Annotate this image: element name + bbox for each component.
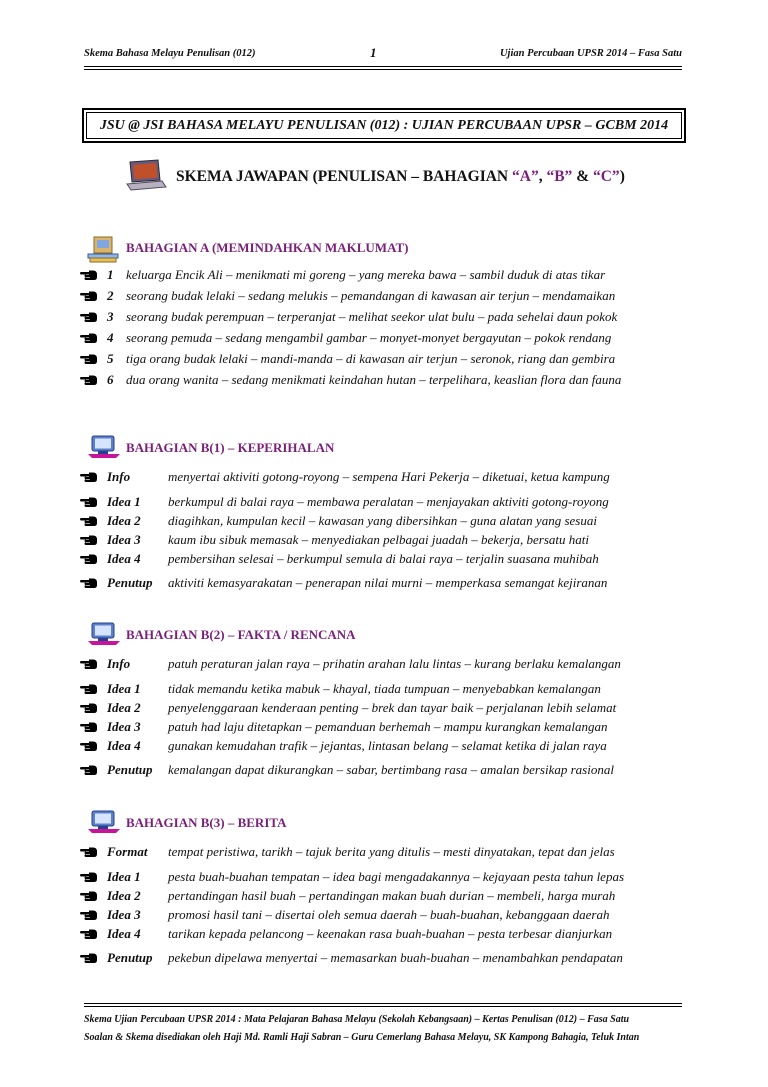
idea-row: Idea 1 berkumpul di balai raya – membawa peralatan – menjayakan aktiviti gotong-royong: [80, 494, 700, 513]
pointing-hand-icon: [80, 553, 99, 565]
pointing-hand-icon: [80, 332, 99, 344]
pointing-hand-icon: [80, 658, 99, 670]
pointing-hand-icon: [80, 721, 99, 733]
footer-line-1: Skema Ujian Percubaan UPSR 2014 : Mata Pelajaran Bahasa Melayu (Sekolah Kebangsaan) – Kertas Penulisan (012) – Fasa Satu: [84, 1014, 630, 1025]
footer-rule: [84, 1006, 682, 1007]
section-a-header: [80, 238, 700, 260]
title-box: [82, 108, 686, 143]
section-b2: [80, 625, 700, 781]
page-header: [84, 45, 682, 66]
pointing-hand-icon: [80, 515, 99, 527]
pointing-hand-icon: [80, 702, 99, 714]
footer-rule-thin: [84, 1003, 682, 1004]
page-number: 1: [370, 45, 377, 60]
document-title: JSU @ JSI BAHASA MELAYU PENULISAN (012) : UJIAN PERCUBAAN UPSR – GCBM 2014: [86, 112, 682, 139]
list-item: 1 keluarga Encik Ali – menikmati mi goreng – yang mereka bawa – sambil duduk di atas tikar: [80, 267, 700, 288]
pointing-hand-icon: [80, 534, 99, 546]
list-item: 4 seorang pemuda – sedang mengambil gambar – monyet-monyet bergayutan – pokok rendang: [80, 330, 700, 351]
idea-row: Idea 3 patuh had laju ditetapkan – pemanduan berhemah – mampu kurangkan kemalangan: [80, 719, 700, 738]
header-rule: [84, 66, 682, 67]
idea-row: Idea 2 pertandingan hasil buah – pertandingan makan buah durian – membeli, harga murah: [80, 888, 700, 907]
format-row: Format tempat peristiwa, tarikh – tajuk berita yang ditulis – mesti dinyatakan, tepat dan jelas: [80, 844, 700, 869]
header-right: Ujian Percubaan UPSR 2014 – Fasa Satu: [499, 48, 682, 59]
idea-row: Idea 2 penyelenggaraan kenderaan penting – brek dan tayar baik – perjalanan lebih selamat: [80, 700, 700, 719]
pointing-hand-icon: [80, 374, 99, 386]
pointing-hand-icon: [80, 890, 99, 902]
header-left: Skema Bahasa Melayu Penulisan (012): [84, 48, 256, 59]
computer-icon: [86, 621, 122, 647]
info-row: Info patuh peraturan jalan raya – prihatin arahan lalu lintas – kurang berlaku kemalangan: [80, 656, 700, 681]
idea-row: Idea 4 tarikan kepada pelancong – keenakan rasa buah-buahan – pesta terbesar dianjurkan: [80, 926, 700, 950]
computer-icon: [86, 434, 122, 460]
section-b1-title: BAHAGIAN B(1) – KEPERIHALAN: [126, 440, 335, 455]
section-b3-title: BAHAGIAN B(3) – BERITA: [126, 815, 287, 830]
pointing-hand-icon: [80, 952, 99, 964]
idea-row: Idea 4 gunakan kemudahan trafik – jejantas, lintasan belang – selamat ketika di jalan raya: [80, 738, 700, 762]
closing-row: Penutup pekebun dipelawa menyertai – memasarkan buah-buahan – menambahkan pendapatan: [80, 950, 700, 969]
pointing-hand-icon: [80, 928, 99, 940]
pointing-hand-icon: [80, 577, 99, 589]
idea-row: Idea 4 pembersihan selesai – berkumpul semula di balai raya – terjalin suasana muhibah: [80, 551, 700, 575]
page-footer: [84, 1011, 639, 1047]
pointing-hand-icon: [80, 496, 99, 508]
idea-row: Idea 1 pesta buah-buahan tempatan – idea bagi mengadakannya – kejayaan pesta tahun lepas: [80, 869, 700, 888]
info-row: Info menyertai aktiviti gotong-royong – sempena Hari Pekerja – diketuai, ketua kampung: [80, 469, 700, 494]
section-a-title: BAHAGIAN A (MEMINDAHKAN MAKLUMAT): [126, 240, 409, 255]
pointing-hand-icon: [80, 290, 99, 302]
section-b1: [80, 438, 700, 594]
section-b2-title: BAHAGIAN B(2) – FAKTA / RENCANA: [126, 627, 356, 642]
skema-title: SKEMA JAWAPAN (PENULISAN – BAHAGIAN “A”, “B” & “C”): [176, 168, 625, 185]
pointing-hand-icon: [80, 471, 99, 483]
pointing-hand-icon: [80, 269, 99, 281]
list-item: 2 seorang budak lelaki – sedang melukis – pemandangan di kawasan air terjun – mendamaikan: [80, 288, 700, 309]
pointing-hand-icon: [80, 871, 99, 883]
books-icon: [86, 234, 120, 264]
section-a: [80, 238, 700, 393]
section-b3: [80, 813, 700, 969]
idea-row: Idea 3 promosi hasil tani – disertai oleh semua daerah – buah-buahan, kebanggaan daerah: [80, 907, 700, 926]
pointing-hand-icon: [80, 740, 99, 752]
section-b1-header: [80, 438, 700, 460]
section-b3-header: [80, 813, 700, 835]
pointing-hand-icon: [80, 764, 99, 776]
list-item: 3 seorang budak perempuan – terperanjat – melihat seekor ulat bulu – pada sehelai daun pokok: [80, 309, 700, 330]
footer-line-2: Soalan & Skema disediakan oleh Haji Md. Ramli Haji Sabran – Guru Cemerlang Bahasa Melayu, SK Kampong Bahagia, Teluk Intan: [84, 1032, 640, 1043]
idea-row: Idea 1 tidak memandu ketika mabuk – khayal, tiada tumpuan – menyebabkan kemalangan: [80, 681, 700, 700]
closing-row: Penutup aktiviti kemasyarakatan – penerapan nilai murni – memperkasa semangat kejiranan: [80, 575, 700, 594]
list-item: 5 tiga orang budak lelaki – mandi-manda – di kawasan air terjun – seronok, riang dan gembira: [80, 351, 700, 372]
closing-row: Penutup kemalangan dapat dikurangkan – sabar, bertimbang rasa – amalan bersikap rasional: [80, 762, 700, 781]
idea-row: Idea 3 kaum ibu sibuk memasak – menyediakan pelbagai juadah – bekerja, bersatu hati: [80, 532, 700, 551]
pointing-hand-icon: [80, 683, 99, 695]
pointing-hand-icon: [80, 909, 99, 921]
computer-icon: [86, 809, 122, 835]
pointing-hand-icon: [80, 311, 99, 323]
header-rule-thin: [84, 69, 682, 70]
skema-heading: [124, 158, 684, 194]
pointing-hand-icon: [80, 353, 99, 365]
list-item: 6 dua orang wanita – sedang menikmati keindahan hutan – terpelihara, keaslian flora dan fauna: [80, 372, 700, 393]
pointing-hand-icon: [80, 846, 99, 858]
laptop-icon: [124, 158, 168, 192]
idea-row: Idea 2 diagihkan, kumpulan kecil – kawasan yang dibersihkan – guna alatan yang sesuai: [80, 513, 700, 532]
section-b2-header: [80, 625, 700, 647]
